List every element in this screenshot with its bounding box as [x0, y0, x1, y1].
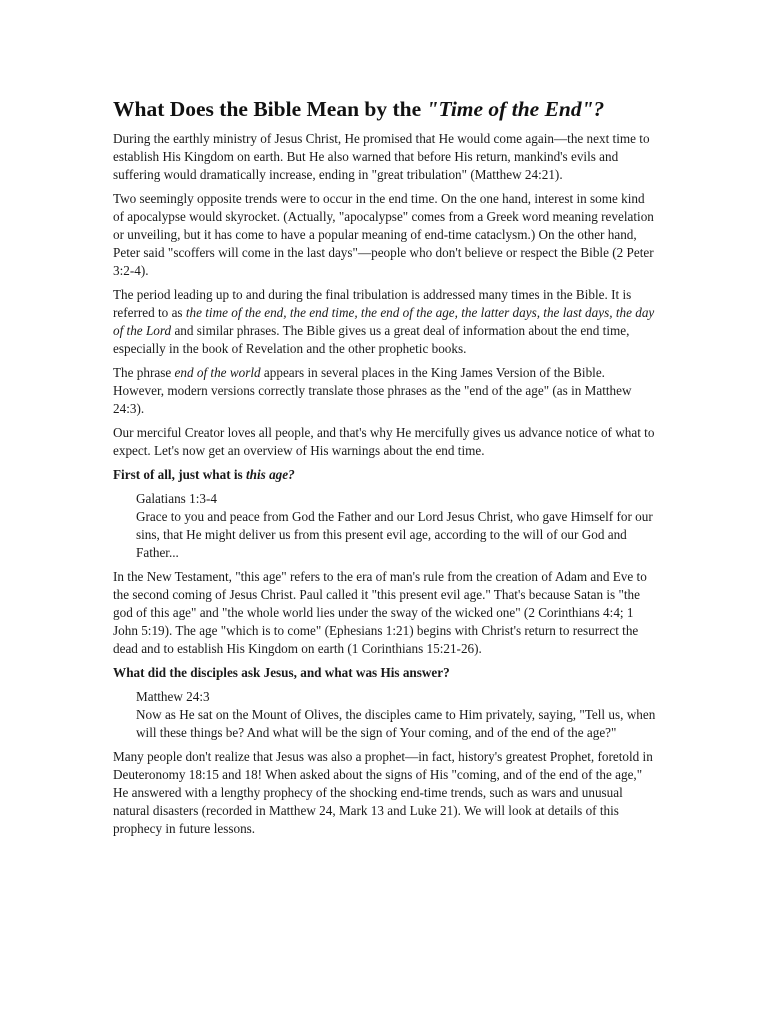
verse-text: Now as He sat on the Mount of Olives, the disciples came to Him privately, saying, "Tell us, when will these things be? And what will be the sign of Your coming, and of the end of the age?"	[136, 707, 656, 740]
question-this-age-text: First of all, just what is	[113, 467, 246, 482]
verse-block-galatians	[136, 490, 658, 562]
verse-reference: Galatians 1:3-4	[136, 491, 217, 506]
paragraph-period-text-a: The period leading up to and during the final tribulation is addressed many times in the Bible. It is referred to as	[113, 287, 632, 320]
paragraph-end-of-world-text-a: The phrase	[113, 365, 175, 380]
paragraph-this-age: In the New Testament, "this age" refers to the era of man's rule from the creation of Adam and Eve to the second coming of Jesus Christ. Paul called it "this present evil age." That's because Satan is "the god of this age" and "the whole world lies under the sway of the wicked one" (2 Corinthians 4:4; 1 John 5:19). The age "which is to come" (Ephesians 1:21) begins with Christ's return to resurrect the dead and to establish His Kingdom on earth (1 Corinthians 15:21-26).	[113, 569, 647, 656]
page-title	[113, 96, 658, 122]
title-emphasis: "Time of the End"?	[426, 97, 605, 121]
paragraph-period	[113, 286, 658, 358]
paragraph-trends: Two seemingly opposite trends were to occur in the end time. On the one hand, interest in some kind of apocalypse would skyrocket. (Actually, "apocalypse" comes from a Greek word meaning revelation or unveiling, but it has come to have a popular meaning of end-time cataclysm.) On the other hand, Peter said "scoffers will come in the last days"—people who don't believe or respect the Bible (2 Peter 3:2-4).	[113, 191, 654, 278]
paragraph-end-of-world-text-b: appears in several places in the King James Version of the Bible. However, modern versions correctly translate those phrases as the "end of the age" (as in Matthew 24:3).	[113, 365, 632, 416]
paragraph-creator: Our merciful Creator loves all people, and that's why He mercifully gives us advance notice of what to expect. Let's now get an overview of His warnings about the end time.	[113, 425, 655, 458]
verse-reference: Matthew 24:3	[136, 689, 210, 704]
question-disciples: What did the disciples ask Jesus, and what was His answer?	[113, 665, 450, 680]
question-this-age-emphasis: this age?	[245, 467, 295, 482]
verse-text: Grace to you and peace from God the Father and our Lord Jesus Christ, who gave Himself for our sins, that He might deliver us from this present evil age, according to the will of our God and Father...	[136, 509, 653, 560]
paragraph-end-of-world	[113, 364, 658, 418]
verse-block-matthew	[136, 688, 658, 742]
paragraph-period-emphasis: the time of the end, the end time, the end of the age, the latter days, the last days, the day of the Lord	[113, 305, 655, 338]
paragraph-prophet: Many people don't realize that Jesus was also a prophet—in fact, history's greatest Prophet, foretold in Deuteronomy 18:15 and 18! When asked about the signs of His "coming, and of the end of the age," He answered with a lengthy prophecy of the shocking end-time trends, such as wars and unusual natural disasters (recorded in Matthew 24, Mark 13 and Luke 21). We will look at details of this prophecy in future lessons.	[113, 749, 653, 836]
document-page	[113, 96, 658, 844]
paragraph-end-of-world-emphasis: end of the world	[174, 365, 261, 380]
title-prefix: What Does the Bible Mean by the	[113, 97, 427, 121]
paragraph-intro: During the earthly ministry of Jesus Christ, He promised that He would come again—the next time to establish His Kingdom on earth. But He also warned that before His return, mankind's evils and suffering would dramatically increase, ending in "great tribulation" (Matthew 24:21).	[113, 131, 650, 182]
paragraph-period-text-b: and similar phrases. The Bible gives us a great deal of information about the end time, especially in the book of Revelation and the other prophetic books.	[113, 323, 630, 356]
question-this-age	[113, 466, 658, 484]
